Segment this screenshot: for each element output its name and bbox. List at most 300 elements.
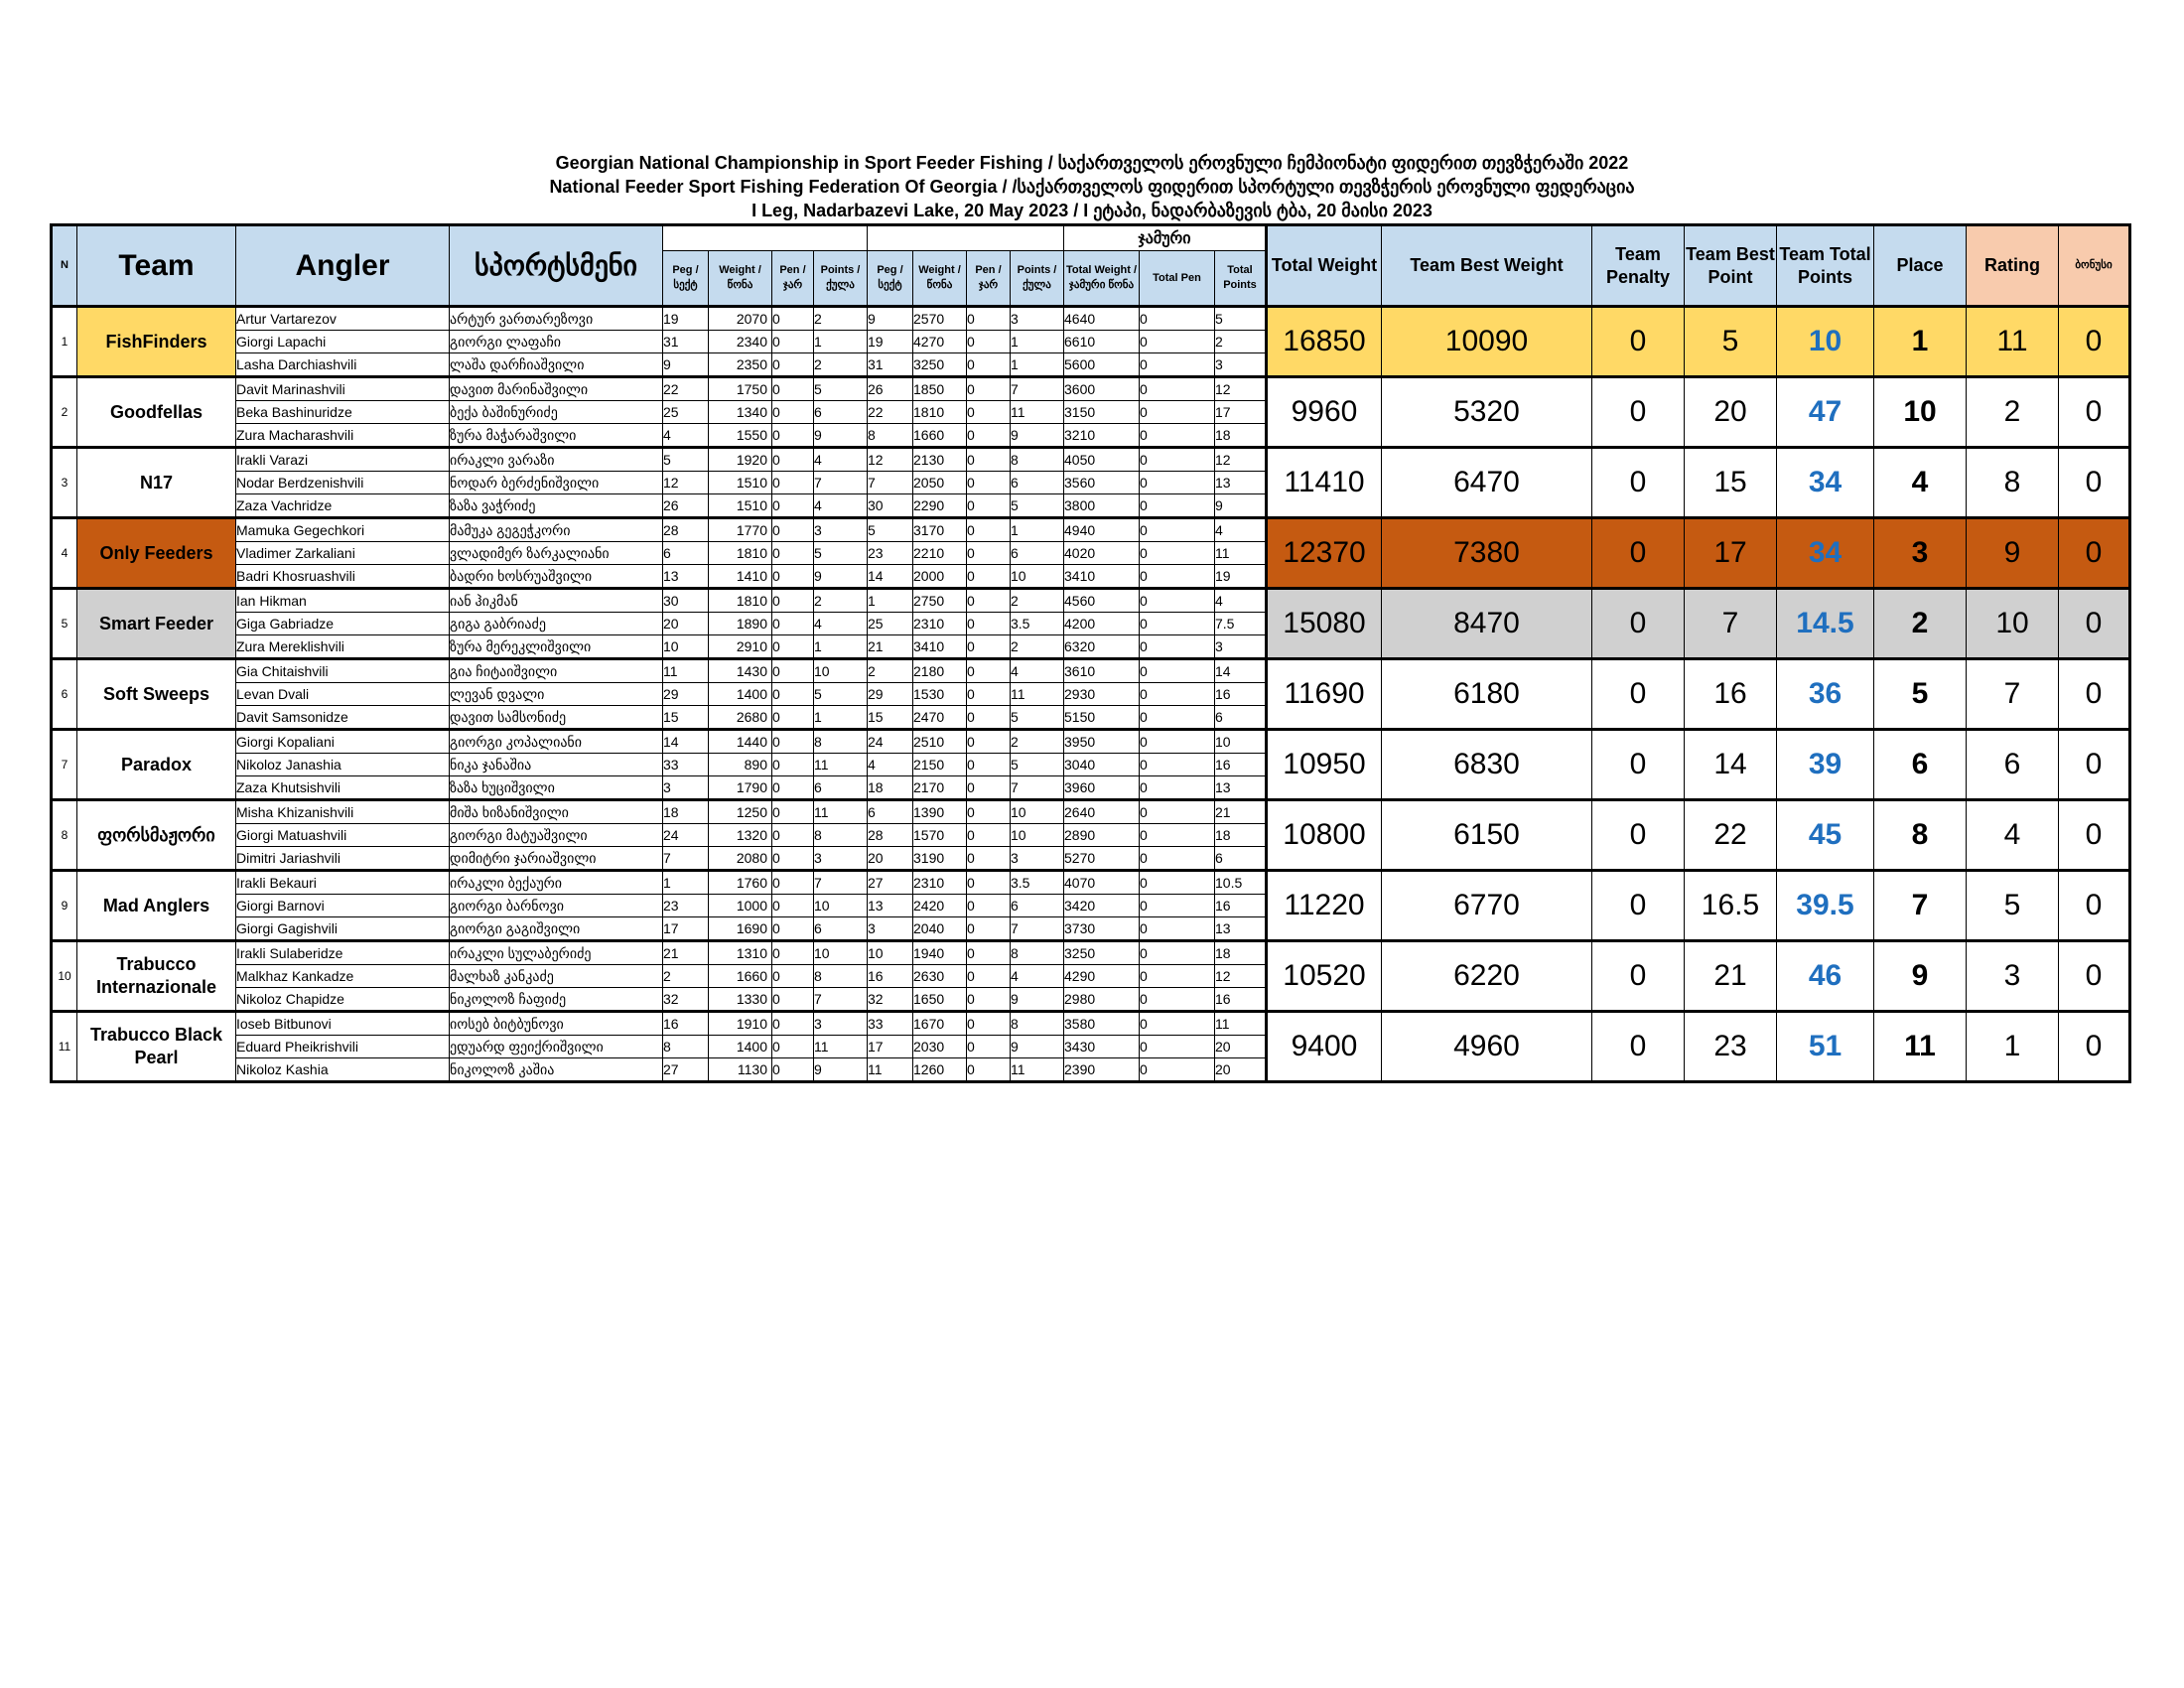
team-name-cell: Smart Feeder: [77, 589, 236, 659]
table-row: [52, 307, 2130, 331]
angler-geo-name-cell: ბადრი ხოსრუაშვილი: [450, 565, 663, 589]
table-row: [52, 871, 2130, 895]
pen-2-cell: 0: [967, 353, 1011, 377]
angler-total-pen-cell: 0: [1140, 988, 1215, 1012]
angler-total-weight-cell: 5600: [1064, 353, 1140, 377]
weight-1-cell: 2910: [709, 635, 772, 659]
points-1-cell: 10: [814, 659, 868, 683]
angler-geo-name-cell: დავით სამსონიძე: [450, 706, 663, 730]
pen-2-cell: 0: [967, 635, 1011, 659]
team-total-points-cell: 39: [1777, 730, 1874, 800]
angler-total-points-cell: 12: [1215, 965, 1267, 988]
weight-1-cell: 2680: [709, 706, 772, 730]
angler-total-pen-cell: 0: [1140, 424, 1215, 448]
pen-2-cell: 0: [967, 518, 1011, 542]
header-weight-1: Weight / წონა: [709, 251, 772, 307]
points-1-cell: 8: [814, 730, 868, 754]
angler-total-weight-cell: 5150: [1064, 706, 1140, 730]
pen-2-cell: 0: [967, 965, 1011, 988]
angler-total-weight-cell: 2390: [1064, 1058, 1140, 1082]
points-2-cell: 2: [1011, 730, 1064, 754]
angler-total-points-cell: 11: [1215, 542, 1267, 565]
peg-1-cell: 25: [663, 401, 709, 424]
weight-2-cell: 2150: [913, 754, 967, 776]
weight-1-cell: 1660: [709, 965, 772, 988]
peg-2-cell: 9: [868, 307, 913, 331]
peg-2-cell: 30: [868, 494, 913, 518]
header-n: N: [52, 225, 77, 307]
pen-2-cell: 0: [967, 824, 1011, 847]
angler-total-weight-cell: 2890: [1064, 824, 1140, 847]
weight-2-cell: 4270: [913, 331, 967, 353]
points-1-cell: 4: [814, 613, 868, 635]
weight-1-cell: 2340: [709, 331, 772, 353]
weight-1-cell: 1690: [709, 917, 772, 941]
team-total-weight-cell: 10800: [1267, 800, 1382, 871]
points-1-cell: 4: [814, 494, 868, 518]
points-1-cell: 8: [814, 824, 868, 847]
pen-1-cell: 0: [772, 448, 814, 472]
points-2-cell: 3.5: [1011, 613, 1064, 635]
weight-1-cell: 1400: [709, 1036, 772, 1058]
angler-total-points-cell: 17: [1215, 401, 1267, 424]
team-rating-cell: 7: [1967, 659, 2059, 730]
points-2-cell: 3: [1011, 847, 1064, 871]
team-total-points-cell: 34: [1777, 518, 1874, 589]
pen-1-cell: 0: [772, 917, 814, 941]
team-bonus-cell: 0: [2059, 448, 2130, 518]
points-2-cell: 11: [1011, 401, 1064, 424]
peg-1-cell: 17: [663, 917, 709, 941]
angler-geo-name-cell: გიორგი ბარნოვი: [450, 895, 663, 917]
points-2-cell: 10: [1011, 565, 1064, 589]
pen-2-cell: 0: [967, 494, 1011, 518]
pen-2-cell: 0: [967, 754, 1011, 776]
pen-1-cell: 0: [772, 401, 814, 424]
team-name-cell: Goodfellas: [77, 377, 236, 448]
pen-1-cell: 0: [772, 730, 814, 754]
points-1-cell: 2: [814, 353, 868, 377]
angler-total-pen-cell: 0: [1140, 542, 1215, 565]
weight-1-cell: 1550: [709, 424, 772, 448]
angler-total-points-cell: 14: [1215, 659, 1267, 683]
angler-geo-name-cell: მალხაზ კანკაძე: [450, 965, 663, 988]
table-row: [52, 448, 2130, 472]
peg-1-cell: 13: [663, 565, 709, 589]
team-best-weight-cell: 6150: [1382, 800, 1592, 871]
header-total-pen: Total Pen: [1140, 251, 1215, 307]
team-name-cell: N17: [77, 448, 236, 518]
team-penalty-cell: 0: [1592, 448, 1685, 518]
weight-2-cell: 2510: [913, 730, 967, 754]
header-combined-geo: ჯამური: [1064, 225, 1267, 251]
weight-1-cell: 1000: [709, 895, 772, 917]
peg-2-cell: 7: [868, 472, 913, 494]
angler-geo-name-cell: გიორგი ლაფაჩი: [450, 331, 663, 353]
weight-1-cell: 890: [709, 754, 772, 776]
points-2-cell: 8: [1011, 448, 1064, 472]
weight-2-cell: 2420: [913, 895, 967, 917]
angler-total-weight-cell: 3610: [1064, 659, 1140, 683]
angler-geo-name-cell: მამუკა გეგეჭკორი: [450, 518, 663, 542]
angler-total-points-cell: 12: [1215, 448, 1267, 472]
team-place-cell: 5: [1874, 659, 1967, 730]
weight-2-cell: 2000: [913, 565, 967, 589]
angler-total-points-cell: 6: [1215, 847, 1267, 871]
peg-2-cell: 12: [868, 448, 913, 472]
pen-2-cell: 0: [967, 589, 1011, 613]
header-team-best-weight: Team Best Weight: [1382, 225, 1592, 307]
table-row: [52, 659, 2130, 683]
points-1-cell: 11: [814, 754, 868, 776]
angler-total-weight-cell: 3150: [1064, 401, 1140, 424]
points-2-cell: 4: [1011, 659, 1064, 683]
angler-name-cell: Lasha Darchiashvili: [236, 353, 450, 377]
points-2-cell: 7: [1011, 776, 1064, 800]
angler-name-cell: Davit Samsonidze: [236, 706, 450, 730]
angler-name-cell: Giga Gabriadze: [236, 613, 450, 635]
angler-name-cell: Nikoloz Chapidze: [236, 988, 450, 1012]
team-best-point-cell: 15: [1685, 448, 1777, 518]
header-angler-geo: სპორტსმენი: [450, 225, 663, 307]
weight-2-cell: 2310: [913, 871, 967, 895]
team-rating-cell: 10: [1967, 589, 2059, 659]
peg-1-cell: 27: [663, 1058, 709, 1082]
results-table: [50, 223, 2131, 1083]
peg-1-cell: 31: [663, 331, 709, 353]
peg-1-cell: 14: [663, 730, 709, 754]
angler-name-cell: Badri Khosruashvili: [236, 565, 450, 589]
peg-2-cell: 32: [868, 988, 913, 1012]
weight-2-cell: 2180: [913, 659, 967, 683]
header-pen-1: Pen / ჯარ: [772, 251, 814, 307]
angler-total-points-cell: 4: [1215, 589, 1267, 613]
angler-name-cell: Giorgi Gagishvili: [236, 917, 450, 941]
angler-name-cell: Vladimer Zarkaliani: [236, 542, 450, 565]
team-rating-cell: 8: [1967, 448, 2059, 518]
pen-1-cell: 0: [772, 800, 814, 824]
points-2-cell: 10: [1011, 800, 1064, 824]
team-name-cell: Soft Sweeps: [77, 659, 236, 730]
pen-1-cell: 0: [772, 377, 814, 401]
angler-geo-name-cell: ნიკა ჯანაშია: [450, 754, 663, 776]
angler-name-cell: Giorgi Kopaliani: [236, 730, 450, 754]
weight-1-cell: 1440: [709, 730, 772, 754]
pen-2-cell: 0: [967, 307, 1011, 331]
pen-1-cell: 0: [772, 518, 814, 542]
team-total-weight-cell: 11690: [1267, 659, 1382, 730]
points-1-cell: 11: [814, 1036, 868, 1058]
points-1-cell: 3: [814, 847, 868, 871]
team-place-cell: 10: [1874, 377, 1967, 448]
angler-name-cell: Levan Dvali: [236, 683, 450, 706]
angler-geo-name-cell: ნიკოლოზ ჩაფიძე: [450, 988, 663, 1012]
pen-2-cell: 0: [967, 847, 1011, 871]
pen-1-cell: 0: [772, 659, 814, 683]
pen-2-cell: 0: [967, 331, 1011, 353]
pen-2-cell: 0: [967, 1036, 1011, 1058]
team-best-weight-cell: 6830: [1382, 730, 1592, 800]
angler-total-weight-cell: 3730: [1064, 917, 1140, 941]
pen-1-cell: 0: [772, 424, 814, 448]
angler-total-weight-cell: 4020: [1064, 542, 1140, 565]
weight-1-cell: 1790: [709, 776, 772, 800]
team-bonus-cell: 0: [2059, 941, 2130, 1012]
points-1-cell: 9: [814, 565, 868, 589]
weight-2-cell: 2170: [913, 776, 967, 800]
angler-total-weight-cell: 3950: [1064, 730, 1140, 754]
pen-2-cell: 0: [967, 895, 1011, 917]
team-best-point-cell: 17: [1685, 518, 1777, 589]
header-team: Team: [77, 225, 236, 307]
team-best-weight-cell: 5320: [1382, 377, 1592, 448]
angler-total-points-cell: 12: [1215, 377, 1267, 401]
peg-2-cell: 33: [868, 1012, 913, 1036]
team-place-cell: 3: [1874, 518, 1967, 589]
weight-1-cell: 1510: [709, 472, 772, 494]
angler-name-cell: Giorgi Matuashvili: [236, 824, 450, 847]
angler-total-weight-cell: 3560: [1064, 472, 1140, 494]
angler-total-pen-cell: 0: [1140, 730, 1215, 754]
team-total-weight-cell: 11220: [1267, 871, 1382, 941]
peg-1-cell: 10: [663, 635, 709, 659]
team-bonus-cell: 0: [2059, 730, 2130, 800]
peg-2-cell: 8: [868, 424, 913, 448]
pen-1-cell: 0: [772, 941, 814, 965]
pen-1-cell: 0: [772, 1012, 814, 1036]
pen-1-cell: 0: [772, 331, 814, 353]
header-points-1: Points / ქულა: [814, 251, 868, 307]
angler-name-cell: Giorgi Lapachi: [236, 331, 450, 353]
points-1-cell: 10: [814, 895, 868, 917]
header-bonus: ბონუსი: [2059, 225, 2130, 307]
angler-geo-name-cell: ნოდარ ბერძენიშვილი: [450, 472, 663, 494]
peg-2-cell: 13: [868, 895, 913, 917]
pen-2-cell: 0: [967, 565, 1011, 589]
points-1-cell: 7: [814, 871, 868, 895]
team-penalty-cell: 0: [1592, 307, 1685, 377]
weight-2-cell: 3170: [913, 518, 967, 542]
points-1-cell: 1: [814, 635, 868, 659]
team-place-cell: 9: [1874, 941, 1967, 1012]
angler-total-points-cell: 5: [1215, 307, 1267, 331]
header-team-total-weight: Total Weight: [1267, 225, 1382, 307]
points-2-cell: 1: [1011, 331, 1064, 353]
peg-1-cell: 7: [663, 847, 709, 871]
pen-1-cell: 0: [772, 565, 814, 589]
pen-2-cell: 0: [967, 1058, 1011, 1082]
peg-2-cell: 19: [868, 331, 913, 353]
peg-1-cell: 8: [663, 1036, 709, 1058]
weight-1-cell: 1810: [709, 542, 772, 565]
pen-2-cell: 0: [967, 613, 1011, 635]
weight-2-cell: 1810: [913, 401, 967, 424]
team-penalty-cell: 0: [1592, 1012, 1685, 1082]
peg-1-cell: 6: [663, 542, 709, 565]
peg-1-cell: 22: [663, 377, 709, 401]
points-1-cell: 7: [814, 988, 868, 1012]
angler-total-points-cell: 6: [1215, 706, 1267, 730]
team-rating-cell: 11: [1967, 307, 2059, 377]
weight-2-cell: 2040: [913, 917, 967, 941]
angler-geo-name-cell: ზურა მერეკლიშვილი: [450, 635, 663, 659]
team-number-cell: 7: [52, 730, 77, 800]
points-2-cell: 5: [1011, 494, 1064, 518]
angler-total-weight-cell: 3600: [1064, 377, 1140, 401]
angler-name-cell: Zaza Khutsishvili: [236, 776, 450, 800]
team-rating-cell: 4: [1967, 800, 2059, 871]
team-total-points-cell: 34: [1777, 448, 1874, 518]
peg-2-cell: 23: [868, 542, 913, 565]
angler-geo-name-cell: ირაკლი ბექაური: [450, 871, 663, 895]
peg-2-cell: 26: [868, 377, 913, 401]
angler-total-points-cell: 3: [1215, 635, 1267, 659]
weight-1-cell: 1760: [709, 871, 772, 895]
angler-name-cell: Zaza Vachridze: [236, 494, 450, 518]
points-2-cell: 6: [1011, 472, 1064, 494]
angler-geo-name-cell: ლაშა დარჩიაშვილი: [450, 353, 663, 377]
angler-total-weight-cell: 3960: [1064, 776, 1140, 800]
peg-1-cell: 12: [663, 472, 709, 494]
points-1-cell: 3: [814, 1012, 868, 1036]
team-bonus-cell: 0: [2059, 377, 2130, 448]
peg-1-cell: 20: [663, 613, 709, 635]
team-penalty-cell: 0: [1592, 659, 1685, 730]
angler-total-points-cell: 20: [1215, 1058, 1267, 1082]
angler-name-cell: Nodar Berdzenishvili: [236, 472, 450, 494]
angler-total-points-cell: 16: [1215, 988, 1267, 1012]
angler-total-pen-cell: 0: [1140, 472, 1215, 494]
header-leg1-group: [663, 225, 868, 251]
angler-name-cell: Ian Hikman: [236, 589, 450, 613]
team-best-weight-cell: 7380: [1382, 518, 1592, 589]
team-number-cell: 8: [52, 800, 77, 871]
angler-total-weight-cell: 2640: [1064, 800, 1140, 824]
weight-2-cell: 1570: [913, 824, 967, 847]
team-total-points-cell: 14.5: [1777, 589, 1874, 659]
team-rating-cell: 6: [1967, 730, 2059, 800]
team-total-points-cell: 46: [1777, 941, 1874, 1012]
angler-geo-name-cell: ზაზა ვაჭრიძე: [450, 494, 663, 518]
points-2-cell: 5: [1011, 754, 1064, 776]
points-1-cell: 2: [814, 307, 868, 331]
points-1-cell: 5: [814, 542, 868, 565]
team-total-weight-cell: 11410: [1267, 448, 1382, 518]
angler-total-weight-cell: 4290: [1064, 965, 1140, 988]
angler-total-pen-cell: 0: [1140, 824, 1215, 847]
peg-2-cell: 11: [868, 1058, 913, 1082]
table-row: [52, 377, 2130, 401]
weight-1-cell: 1750: [709, 377, 772, 401]
angler-name-cell: Nikoloz Kashia: [236, 1058, 450, 1082]
header-rating: Rating: [1967, 225, 2059, 307]
team-place-cell: 6: [1874, 730, 1967, 800]
points-1-cell: 11: [814, 800, 868, 824]
angler-total-points-cell: 4: [1215, 518, 1267, 542]
angler-total-points-cell: 13: [1215, 776, 1267, 800]
points-1-cell: 6: [814, 776, 868, 800]
peg-1-cell: 28: [663, 518, 709, 542]
pen-1-cell: 0: [772, 683, 814, 706]
pen-2-cell: 0: [967, 424, 1011, 448]
angler-total-points-cell: 2: [1215, 331, 1267, 353]
angler-total-pen-cell: 0: [1140, 1036, 1215, 1058]
header-leg2-group: [868, 225, 1064, 251]
points-2-cell: 6: [1011, 895, 1064, 917]
pen-2-cell: 0: [967, 401, 1011, 424]
weight-1-cell: 2080: [709, 847, 772, 871]
angler-name-cell: Misha Khizanishvili: [236, 800, 450, 824]
angler-total-pen-cell: 0: [1140, 847, 1215, 871]
team-rating-cell: 2: [1967, 377, 2059, 448]
peg-1-cell: 24: [663, 824, 709, 847]
team-number-cell: 9: [52, 871, 77, 941]
header-points-2: Points / ქულა: [1011, 251, 1064, 307]
team-number-cell: 11: [52, 1012, 77, 1082]
pen-1-cell: 0: [772, 542, 814, 565]
pen-2-cell: 0: [967, 871, 1011, 895]
angler-total-weight-cell: 3800: [1064, 494, 1140, 518]
team-best-weight-cell: 10090: [1382, 307, 1592, 377]
team-best-weight-cell: 6220: [1382, 941, 1592, 1012]
team-penalty-cell: 0: [1592, 871, 1685, 941]
weight-1-cell: 1890: [709, 613, 772, 635]
angler-geo-name-cell: დავით მარინაშვილი: [450, 377, 663, 401]
team-total-weight-cell: 9400: [1267, 1012, 1382, 1082]
peg-2-cell: 2: [868, 659, 913, 683]
angler-total-points-cell: 21: [1215, 800, 1267, 824]
peg-2-cell: 21: [868, 635, 913, 659]
angler-name-cell: Eduard Pheikrishvili: [236, 1036, 450, 1058]
weight-1-cell: 1310: [709, 941, 772, 965]
peg-1-cell: 23: [663, 895, 709, 917]
title-line-2: National Feeder Sport Fishing Federation Of Georgia / /საქართველოს ფიდერით სპორტული თევზჭერის ეროვნული ფედერაცია: [549, 177, 1635, 197]
weight-2-cell: 1530: [913, 683, 967, 706]
team-number-cell: 3: [52, 448, 77, 518]
peg-2-cell: 20: [868, 847, 913, 871]
angler-name-cell: Ioseb Bitbunovi: [236, 1012, 450, 1036]
points-2-cell: 8: [1011, 1012, 1064, 1036]
angler-geo-name-cell: გია ჩიტაიშვილი: [450, 659, 663, 683]
angler-total-pen-cell: 0: [1140, 706, 1215, 730]
angler-total-weight-cell: 3580: [1064, 1012, 1140, 1036]
pen-2-cell: 0: [967, 1012, 1011, 1036]
angler-name-cell: Irakli Varazi: [236, 448, 450, 472]
peg-1-cell: 16: [663, 1012, 709, 1036]
angler-geo-name-cell: გიორგი მატუაშვილი: [450, 824, 663, 847]
header-weight-2: Weight / წონა: [913, 251, 967, 307]
header-place: Place: [1874, 225, 1967, 307]
points-1-cell: 10: [814, 941, 868, 965]
peg-1-cell: 5: [663, 448, 709, 472]
team-best-weight-cell: 4960: [1382, 1012, 1592, 1082]
angler-total-points-cell: 18: [1215, 824, 1267, 847]
weight-1-cell: 1320: [709, 824, 772, 847]
angler-geo-name-cell: მიშა ხიზანიშვილი: [450, 800, 663, 824]
results-body: [52, 307, 2130, 1082]
pen-2-cell: 0: [967, 988, 1011, 1012]
angler-geo-name-cell: ზურა მაჭარაშვილი: [450, 424, 663, 448]
weight-2-cell: 2030: [913, 1036, 967, 1058]
angler-name-cell: Zura Macharashvili: [236, 424, 450, 448]
team-place-cell: 11: [1874, 1012, 1967, 1082]
title-line-1: Georgian National Championship in Sport Feeder Fishing / საქართველოს ეროვნული ჩემპიონატი ფიდერით თევზჭერაში 2022: [555, 153, 1629, 173]
weight-1-cell: 1130: [709, 1058, 772, 1082]
angler-geo-name-cell: ედუარდ ფეიქრიშვილი: [450, 1036, 663, 1058]
angler-geo-name-cell: არტურ ვართარეზოვი: [450, 307, 663, 331]
angler-total-pen-cell: 0: [1140, 800, 1215, 824]
team-number-cell: 1: [52, 307, 77, 377]
